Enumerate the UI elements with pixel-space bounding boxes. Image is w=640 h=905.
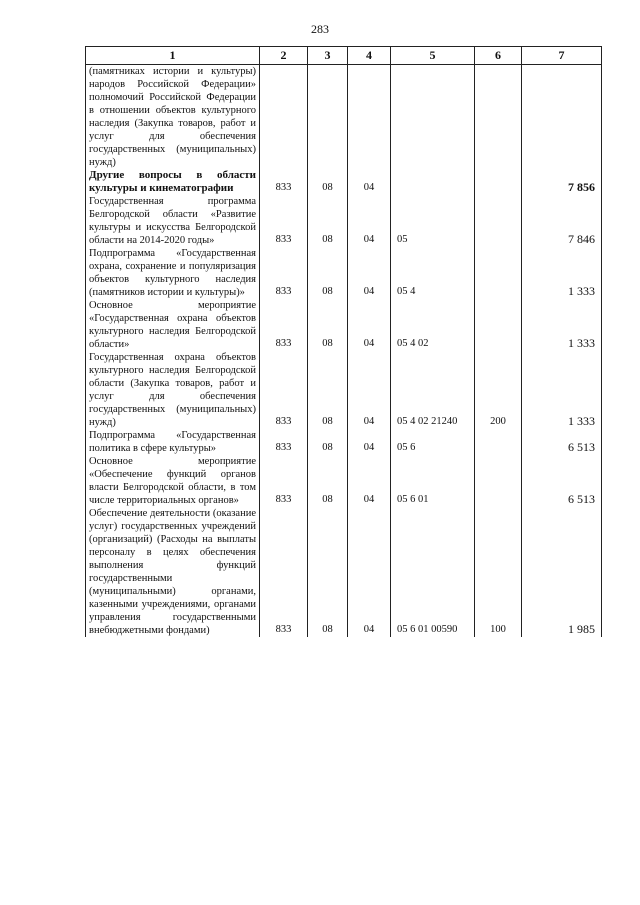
expense-type-cell: 200 [475,351,522,429]
section-code-cell: 08 [308,507,348,637]
subsection-code-cell: 04 [348,429,391,455]
row-name-cell: Подпрограмма «Государственная охрана, сохранение и популяризация объектов культурного наследия (памятников истории и культуры)» [86,247,260,299]
budget-table [85,46,602,637]
amount-cell: 7 846 [522,195,602,247]
row-name-cell: (памятниках истории и культуры) народов Российской Федерации» полномочий Российской Федерации в отношении объектов культурного наследия (Закупка товаров, работ и услуг для обеспечения государственных (муниципальных) нужд) [86,65,260,170]
expense-type-cell [475,429,522,455]
row-name-cell: Другие вопросы в области культуры и кинематографии [86,169,260,195]
ministry-code-cell [260,65,308,170]
table-row [86,299,602,351]
column-header: 4 [348,47,391,65]
expense-type-cell [475,195,522,247]
amount-cell: 1 333 [522,247,602,299]
row-name-cell: Государственная охрана объектов культурного наследия Белгородской области (Закупка товаров, работ и услуг для обеспечения государственных (муниципальных) нужд) [86,351,260,429]
section-code-cell: 08 [308,429,348,455]
column-header: 1 [86,47,260,65]
subsection-code-cell [348,65,391,170]
ministry-code-cell: 833 [260,507,308,637]
ministry-code-cell: 833 [260,247,308,299]
section-code-cell [308,65,348,170]
amount-cell: 1 333 [522,299,602,351]
row-name-cell: Основное мероприятие «Государственная охрана объектов культурного наследия Белгородской области» [86,299,260,351]
expense-type-cell [475,169,522,195]
section-code-cell: 08 [308,351,348,429]
section-code-cell: 08 [308,195,348,247]
target-article-cell: 05 [391,195,475,247]
ministry-code-cell: 833 [260,455,308,507]
table-header-row [86,47,602,65]
column-header: 5 [391,47,475,65]
table-row [86,455,602,507]
column-header: 7 [522,47,602,65]
table-row [86,247,602,299]
ministry-code-cell: 833 [260,195,308,247]
expense-type-cell [475,299,522,351]
target-article-cell: 05 6 [391,429,475,455]
table-body [86,65,602,638]
target-article-cell: 05 4 [391,247,475,299]
target-article-cell: 05 4 02 [391,299,475,351]
row-name-cell: Основное мероприятие «Обеспечение функций органов власти Белгородской области, в том числе территориальных органов» [86,455,260,507]
section-code-cell: 08 [308,247,348,299]
amount-cell: 1 333 [522,351,602,429]
section-code-cell: 08 [308,169,348,195]
ministry-code-cell: 833 [260,351,308,429]
page-number: 283 [311,22,329,36]
column-header: 2 [260,47,308,65]
table-row [86,507,602,637]
amount-cell: 7 856 [522,169,602,195]
expense-type-cell: 100 [475,507,522,637]
subsection-code-cell: 04 [348,507,391,637]
expense-type-cell [475,65,522,170]
table-row [86,429,602,455]
row-name-cell: Подпрограмма «Государственная политика в сфере культуры» [86,429,260,455]
amount-cell: 1 985 [522,507,602,637]
table-row [86,351,602,429]
row-name-cell: Обеспечение деятельности (оказание услуг) государственных учреждений (организаций) (Расходы на выплаты персоналу в целях обеспечения выполнения функций государственными (муниципальными) органами, казенными учреждениями, органами управления государственными внебюджетными фондами) [86,507,260,637]
target-article-cell: 05 6 01 00590 [391,507,475,637]
target-article-cell [391,169,475,195]
target-article-cell [391,65,475,170]
subsection-code-cell: 04 [348,455,391,507]
subsection-code-cell: 04 [348,299,391,351]
table-row [86,169,602,195]
amount-cell: 6 513 [522,455,602,507]
subsection-code-cell: 04 [348,247,391,299]
table-row [86,65,602,170]
ministry-code-cell: 833 [260,169,308,195]
subsection-code-cell: 04 [348,195,391,247]
target-article-cell: 05 4 02 21240 [391,351,475,429]
subsection-code-cell: 04 [348,169,391,195]
amount-cell [522,65,602,170]
ministry-code-cell: 833 [260,299,308,351]
expense-type-cell [475,247,522,299]
target-article-cell: 05 6 01 [391,455,475,507]
section-code-cell: 08 [308,299,348,351]
amount-cell: 6 513 [522,429,602,455]
table-row [86,195,602,247]
column-header: 3 [308,47,348,65]
section-code-cell: 08 [308,455,348,507]
ministry-code-cell: 833 [260,429,308,455]
row-name-cell: Государственная программа Белгородской области «Развитие культуры и искусства Белгородской области на 2014-2020 годы» [86,195,260,247]
column-header: 6 [475,47,522,65]
expense-type-cell [475,455,522,507]
subsection-code-cell: 04 [348,351,391,429]
